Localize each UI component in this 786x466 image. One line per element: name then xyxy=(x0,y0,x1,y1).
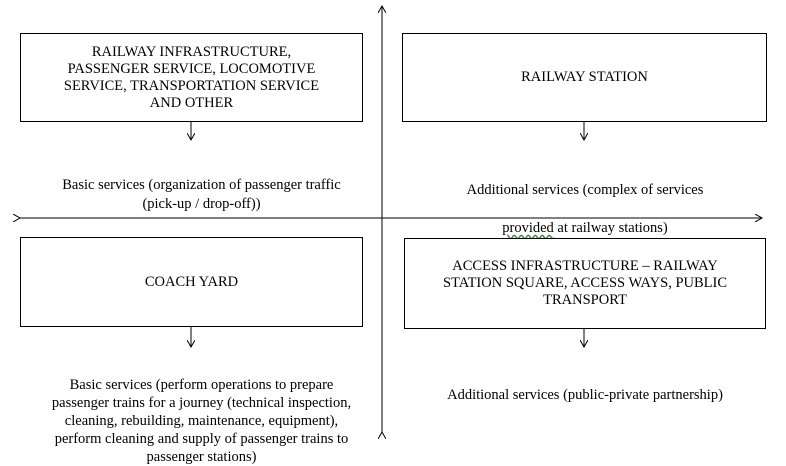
desc-basic-services-bottom xyxy=(20,358,383,466)
desc-additional-services-top-line1: Additional services (complex of services xyxy=(466,182,704,198)
box-coach-yard xyxy=(20,237,363,327)
desc-additional-services-bottom-text: Additional services (public-private partnership) xyxy=(447,387,723,403)
desc-basic-services-bottom-text: Basic services (perform operations to prepare passenger trains for a journey (technical inspection, cleaning, rebuilding, maintenance, equipment), perform cleaning and supply of passenger trains to passenger stations) xyxy=(51,377,352,465)
desc-word-provided: provided xyxy=(502,220,554,236)
desc-additional-services-bottom xyxy=(400,367,770,405)
box-railway-station xyxy=(402,33,767,122)
box-railway-infrastructure xyxy=(20,33,363,122)
box-access-infrastructure-label: ACCESS INFRASTRUCTURE – RAILWAY STATION SQUARE, ACCESS WAYS, PUBLIC TRANSPORT xyxy=(442,258,728,308)
desc-basic-services-top xyxy=(20,157,383,214)
desc-additional-services-top-line2: at railway stations) xyxy=(553,220,668,236)
box-railway-infrastructure-label: RAILWAY INFRASTRUCTURE, PASSENGER SERVICE, LOCOMOTIVE SERVICE, TRANSPORTATION SERVICE AND OTHER xyxy=(63,43,320,111)
box-access-infrastructure xyxy=(404,238,766,329)
box-coach-yard-label: COACH YARD xyxy=(144,273,239,290)
desc-additional-services-top xyxy=(400,162,770,238)
desc-basic-services-top-text: Basic services (organization of passenger traffic (pick-up / drop-off)) xyxy=(62,177,341,212)
box-railway-station-label: RAILWAY STATION xyxy=(521,69,648,85)
